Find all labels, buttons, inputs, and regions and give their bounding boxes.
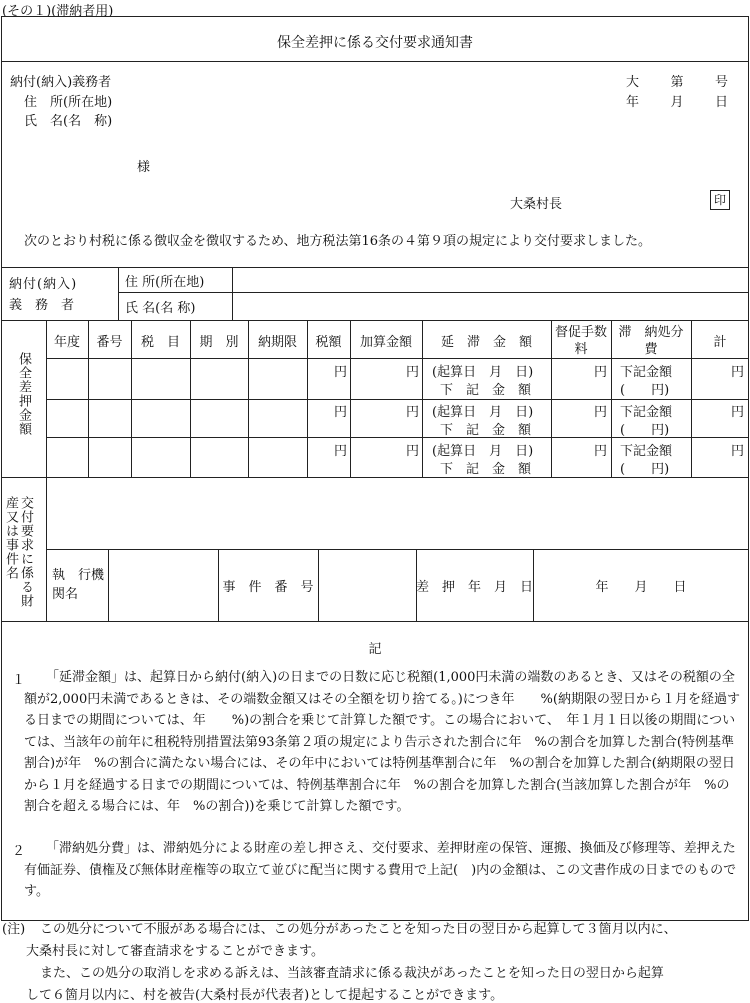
obligor-label-line1: 納付(納入) xyxy=(9,277,78,292)
row1-disposal-line2: ( 円) xyxy=(620,383,670,398)
note2-text: 「滞納処分費」は、滞納処分による財産の差し押さえ、交付要求、差押財産の保管、運搬、換価及び修理等、差押えた有価証券、債権及び無体財産権等の取立て並びに配当に関する費用で上記( )内の金額は、この文書作成の日までのものです。 xyxy=(24,841,737,899)
header-delinquent-amount: 延 滞 金 額 xyxy=(440,335,532,350)
row1-additional-yen: 円 xyxy=(405,365,419,380)
seizure-date-value: 年 月 日 xyxy=(595,580,687,595)
header-total: 計 xyxy=(713,335,727,350)
row2-additional-yen: 円 xyxy=(405,405,419,420)
taxpayer-label: 納付(納入)義務者 xyxy=(10,75,112,90)
row1-delinquent-below: 下 記 金 額 xyxy=(440,383,532,398)
row2-delinquent-start: (起算日 月 日) xyxy=(432,405,534,420)
seal-mark: 印 xyxy=(710,190,730,210)
header-dunning-fee: 督促手数料 xyxy=(555,325,608,357)
address-label: 住 所(所在地) xyxy=(24,95,113,110)
row3-additional-yen: 円 xyxy=(405,444,419,459)
case-number-label: 事 件 番 号 xyxy=(222,580,314,595)
obligor-label-line2: 義 務 者 xyxy=(9,298,75,313)
date-day: 日 xyxy=(714,95,728,110)
issuer-name: 大桑村長 xyxy=(510,197,563,212)
header-additional-amount: 加算金額 xyxy=(359,335,412,350)
row2-dunning-yen: 円 xyxy=(593,405,607,420)
seizure-date-label: 差 押 年 月 日 xyxy=(416,580,534,595)
row2-total-yen: 円 xyxy=(730,405,744,420)
doc-number-prefix: 大 xyxy=(626,75,640,90)
obligor-address-label: 住 所(所在地) xyxy=(125,275,205,290)
notes-heading: 記 xyxy=(368,642,382,657)
note1-number: １ xyxy=(12,673,26,688)
header-due-date: 納期限 xyxy=(257,335,297,350)
row3-total-yen: 円 xyxy=(730,444,744,459)
row1-delinquent-start: (起算日 月 日) xyxy=(432,365,534,380)
row1-total-yen: 円 xyxy=(730,365,744,380)
header-tax-amount: 税額 xyxy=(315,335,342,350)
row1-dunning-yen: 円 xyxy=(593,365,607,380)
header-tax-item: 税 目 xyxy=(140,335,180,350)
row3-delinquent-below: 下 記 金 額 xyxy=(440,462,532,477)
document-number xyxy=(626,71,728,90)
row3-disposal-line1: 下記金額 xyxy=(620,444,673,459)
row3-delinquent-start: (起算日 月 日) xyxy=(432,444,534,459)
row1-disposal-line1: 下記金額 xyxy=(620,365,673,380)
name-label: 氏 名(名 称) xyxy=(24,114,113,129)
note1-text: 「延滞金額」は、起算日から納付(納入)の日までの日数に応じ税額(1,000円未満の端数のあるとき、又はその税額の全額が2,000円未満であるときは、その端数金額又はその全額を切り捨てる。)につき年 %(納期限の翌日から１月を経過する日までの期間については、年 %)の割合を乗じて計算した額です。この場合において、 年１月１日以後の期間については、当該年の前年に租税特別措置法第93条第２項の規定により告示された割合に年 %の割合を加算した割合(特例基準割合)が年 %の割合に満たない場合には、その年中においては特例基準割合に年 %の割合を加算した割合(納期限の翌日から１月を経過する日までの期間については、特例基準割合に年 %の割合を加算した割合(当該加算した割合が年 %の割合を超える場合には、年 %の割合))を乗じて計算した額です。 xyxy=(24,670,740,814)
date-year: 年 xyxy=(626,95,640,110)
footer-line4: して６箇月以内に、村を被告(大桑村長が代表者)として提起することができます。 xyxy=(26,988,504,1003)
row2-delinquent-below: 下 記 金 額 xyxy=(440,423,532,438)
row2-disposal-line1: 下記金額 xyxy=(620,405,673,420)
header-disposal-cost: 滞 納処分費 xyxy=(618,325,684,357)
row3-tax-yen: 円 xyxy=(333,444,347,459)
doc-number-dai: 第 xyxy=(670,75,684,90)
doc-number-go: 号 xyxy=(714,75,728,90)
execution-agency-label: 執 行機関名 xyxy=(52,568,105,602)
obligor-name-label: 氏 名(名 称) xyxy=(125,301,196,316)
date-month: 月 xyxy=(670,95,684,110)
footer-line3: また、この処分の取消しを求める訴えは、当該審査請求に係る裁決があったことを知った日の翌日から起算 xyxy=(40,966,664,981)
intro-text: 次のとおり村税に係る徴収金を徴収するため、地方税法第16条の４第９項の規定により交付要求しました。 xyxy=(24,234,652,249)
request-side-label: 交付要求に係る財産又は事件名 xyxy=(3,496,33,608)
footer-label: (注) xyxy=(2,922,26,937)
document-title: 保全差押に係る交付要求通知書 xyxy=(277,35,473,51)
header-number: 番号 xyxy=(96,335,123,350)
header-period: 期 別 xyxy=(199,335,239,350)
row2-tax-yen: 円 xyxy=(333,405,347,420)
row2-disposal-line2: ( 円) xyxy=(620,423,670,438)
row1-tax-yen: 円 xyxy=(333,365,347,380)
amounts-side-label: 保全差押金額 xyxy=(16,352,31,436)
issue-date xyxy=(626,91,728,110)
note2-number: ２ xyxy=(12,844,26,859)
row3-dunning-yen: 円 xyxy=(593,444,607,459)
honorific: 様 xyxy=(137,160,151,175)
row3-disposal-line2: ( 円) xyxy=(620,462,670,477)
header-year: 年度 xyxy=(53,335,80,350)
form-label: (その１)(滞納者用) xyxy=(2,4,114,19)
footer-line2: 大桑村長に対して審査請求をすることができます。 xyxy=(26,944,324,959)
footer-line1: この処分について不服がある場合には、この処分があったことを知った日の翌日から起算して３箇月以内に、 xyxy=(40,922,677,937)
